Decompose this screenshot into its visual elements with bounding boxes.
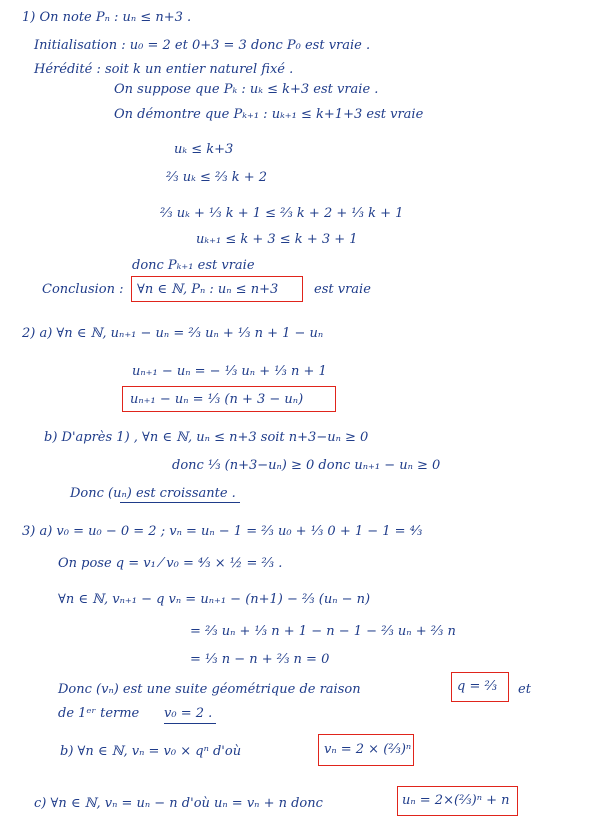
- q2a-line2: uₙ₊₁ − uₙ = − ¹⁄₃ uₙ + ¹⁄₃ n + 1: [132, 364, 327, 379]
- q1-conclusion-result: ∀n ∈ ℕ, Pₙ : uₙ ≤ n+3: [137, 282, 279, 297]
- q1-heredite-line2: On suppose que Pₖ : uₖ ≤ k+3 est vraie .: [114, 82, 379, 97]
- q2b-underline: [120, 502, 240, 503]
- q1-conclusion-label: Conclusion :: [42, 282, 124, 297]
- q1-initialisation: Initialisation : u₀ = 2 et 0+3 = 3 donc P₀ est vraie .: [34, 38, 371, 53]
- q3a-line2: On pose q = v₁ ⁄ v₀ = ⁴⁄₃ × ½ = ²⁄₃ .: [58, 556, 283, 571]
- q3a-ratio: q = ²⁄₃: [457, 679, 498, 694]
- q3a-first-term: v₀ = 2 .: [164, 706, 213, 721]
- q1-conclusion-end: est vraie: [314, 282, 371, 297]
- q3a-line6-text: Donc (vₙ) est une suite géométrique de raison: [58, 682, 361, 697]
- q3c-result: uₙ = 2×(²⁄₃)ⁿ + n: [402, 793, 510, 808]
- q3a-line5: = ¹⁄₃ n − n + ²⁄₃ n = 0: [190, 652, 330, 667]
- q1-calc-line3: ²⁄₃ uₖ + ¹⁄₃ k + 1 ≤ ²⁄₃ k + 2 + ¹⁄₃ k + 1: [160, 206, 404, 221]
- q3b-text: b) ∀n ∈ ℕ, vₙ = v₀ × qⁿ d'où: [60, 744, 242, 759]
- q2b-line2: donc ¹⁄₃ (n+3−uₙ) ≥ 0 donc uₙ₊₁ − uₙ ≥ 0: [172, 458, 441, 473]
- q1-heredite-line3: On démontre que Pₖ₊₁ : uₖ₊₁ ≤ k+1+3 est vraie: [114, 107, 424, 122]
- q3a-line7-text: de 1ᵉʳ terme: [58, 706, 140, 721]
- q3a-first-term-underline: [164, 723, 216, 724]
- q3c-text: c) ∀n ∈ ℕ, vₙ = uₙ − n d'où uₙ = vₙ + n donc: [34, 796, 323, 811]
- q1-calc-line5: donc Pₖ₊₁ est vraie: [132, 258, 255, 273]
- q2a-line1: 2) a) ∀n ∈ ℕ, uₙ₊₁ − uₙ = ²⁄₃ uₙ + ¹⁄₃ n + 1 − uₙ: [22, 326, 324, 341]
- q1-statement: 1) On note Pₙ : uₙ ≤ n+3 .: [22, 10, 192, 25]
- q1-heredite-line1: Hérédité : soit k un entier naturel fixé .: [34, 62, 294, 77]
- q3a-line1: 3) a) v₀ = u₀ − 0 = 2 ; vₙ = uₙ − 1 = ²⁄₃ u₀ + ¹⁄₃ 0 + 1 − 1 = ⁴⁄₃: [22, 524, 423, 539]
- q1-calc-line2: ²⁄₃ uₖ ≤ ²⁄₃ k + 2: [166, 170, 268, 185]
- q2a-result: uₙ₊₁ − uₙ = ¹⁄₃ (n + 3 − uₙ): [130, 392, 304, 407]
- q2b-conclusion: Donc (uₙ) est croissante .: [70, 486, 236, 501]
- q1-calc-line4: uₖ₊₁ ≤ k + 3 ≤ k + 3 + 1: [196, 232, 358, 247]
- q3b-result: vₙ = 2 × (²⁄₃)ⁿ: [324, 742, 412, 757]
- q3a-line4: = ²⁄₃ uₙ + ¹⁄₃ n + 1 − n − 1 − ²⁄₃ uₙ + ²⁄₃ n: [190, 624, 456, 639]
- q3a-line6-end: et: [518, 682, 531, 697]
- q3a-line3: ∀n ∈ ℕ, vₙ₊₁ − q vₙ = uₙ₊₁ − (n+1) − ²⁄₃ (uₙ − n): [58, 592, 371, 607]
- q2b-line1: b) D'après 1) , ∀n ∈ ℕ, uₙ ≤ n+3 soit n+3−uₙ ≥ 0: [44, 430, 369, 445]
- q1-calc-line1: uₖ ≤ k+3: [174, 142, 234, 157]
